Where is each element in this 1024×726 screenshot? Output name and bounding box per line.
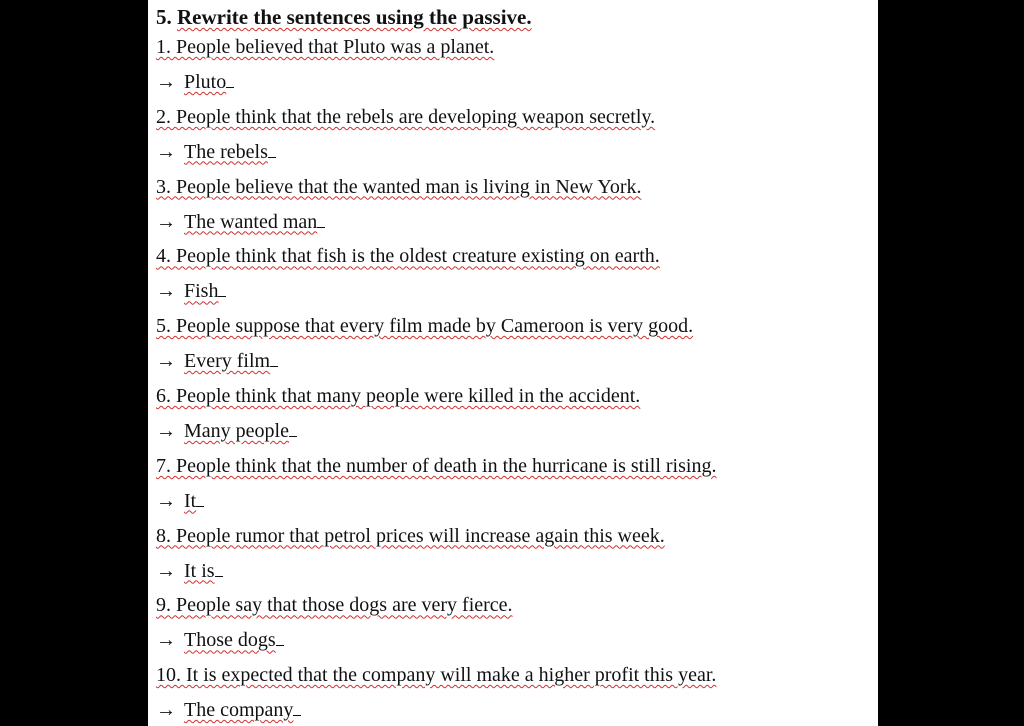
question-text: 10. It is expected that the company will make a higher profit this year. [156,664,717,687]
answer-line [156,627,284,653]
answer-line [156,209,325,235]
answer-blank[interactable] [268,139,276,158]
exercise-title-text: Rewrite the sentences using the passive. [177,5,532,29]
answer-line [156,348,278,374]
question-sentence [156,523,665,549]
answer-blank[interactable] [270,348,278,367]
arrow-right-icon: → [156,699,176,722]
answer-blank[interactable] [276,627,284,646]
question-text: 1. People believed that Pluto was a planet. [156,36,495,58]
question-sentence [156,453,716,479]
answer-start-text: The rebels [184,140,268,163]
answer-line [156,278,226,304]
answer-start-text: It [184,489,197,512]
question-text: 5. People suppose that every film made by Cameroon is very good. [156,315,694,338]
answer-blank[interactable] [218,278,226,297]
answer-line [156,139,276,165]
worksheet-page [148,0,878,726]
answer-start-text: Fish [184,280,219,303]
arrow-right-icon: → [156,70,176,93]
answer-line [156,488,204,514]
answer-blank[interactable] [293,697,301,716]
answer-blank[interactable] [289,418,297,437]
answer-start-text: Many people [184,419,289,442]
arrow-right-icon: → [156,629,176,652]
question-text: 8. People rumor that petrol prices will increase again this week. [156,524,665,547]
answer-start-text: Pluto [184,70,227,93]
question-sentence [156,174,641,200]
question-text: 2. People think that the rebels are developing weapon secretly. [156,105,656,128]
question-text: 7. People think that the number of death in the hurricane is still rising. [156,454,717,477]
answer-line [156,558,223,584]
question-text: 9. People say that those dogs are very fierce. [156,594,513,617]
question-text: 4. People think that fish is the oldest creature existing on earth. [156,245,660,268]
arrow-right-icon: → [156,350,176,373]
answer-start-text: It is [184,559,215,582]
answer-line [156,69,234,95]
answer-start-text: The wanted man [184,210,318,233]
answer-start-text: Every film [184,350,271,373]
question-sentence [156,313,693,339]
answer-line [156,697,301,723]
exercise-title [156,4,532,30]
answer-start-text: Those dogs [184,629,276,652]
answer-blank[interactable] [226,69,234,88]
answer-line [156,418,297,444]
question-sentence [156,104,655,130]
answer-blank[interactable] [196,488,204,507]
answer-start-text: The company [184,699,294,722]
question-text: 3. People believe that the wanted man is living in New York. [156,175,642,198]
question-sentence [156,592,513,618]
arrow-right-icon: → [156,489,176,512]
question-text: 6. People think that many people were killed in the accident. [156,385,641,407]
question-sentence [156,662,716,688]
arrow-right-icon: → [156,210,176,233]
arrow-right-icon: → [156,280,176,303]
question-sentence [156,243,660,269]
arrow-right-icon: → [156,559,176,582]
arrow-right-icon: → [156,419,176,442]
question-sentence [156,383,640,409]
exercise-number: 5. [156,5,172,29]
answer-blank[interactable] [215,558,223,577]
answer-blank[interactable] [317,209,325,228]
question-sentence [156,34,494,60]
arrow-right-icon: → [156,140,176,163]
